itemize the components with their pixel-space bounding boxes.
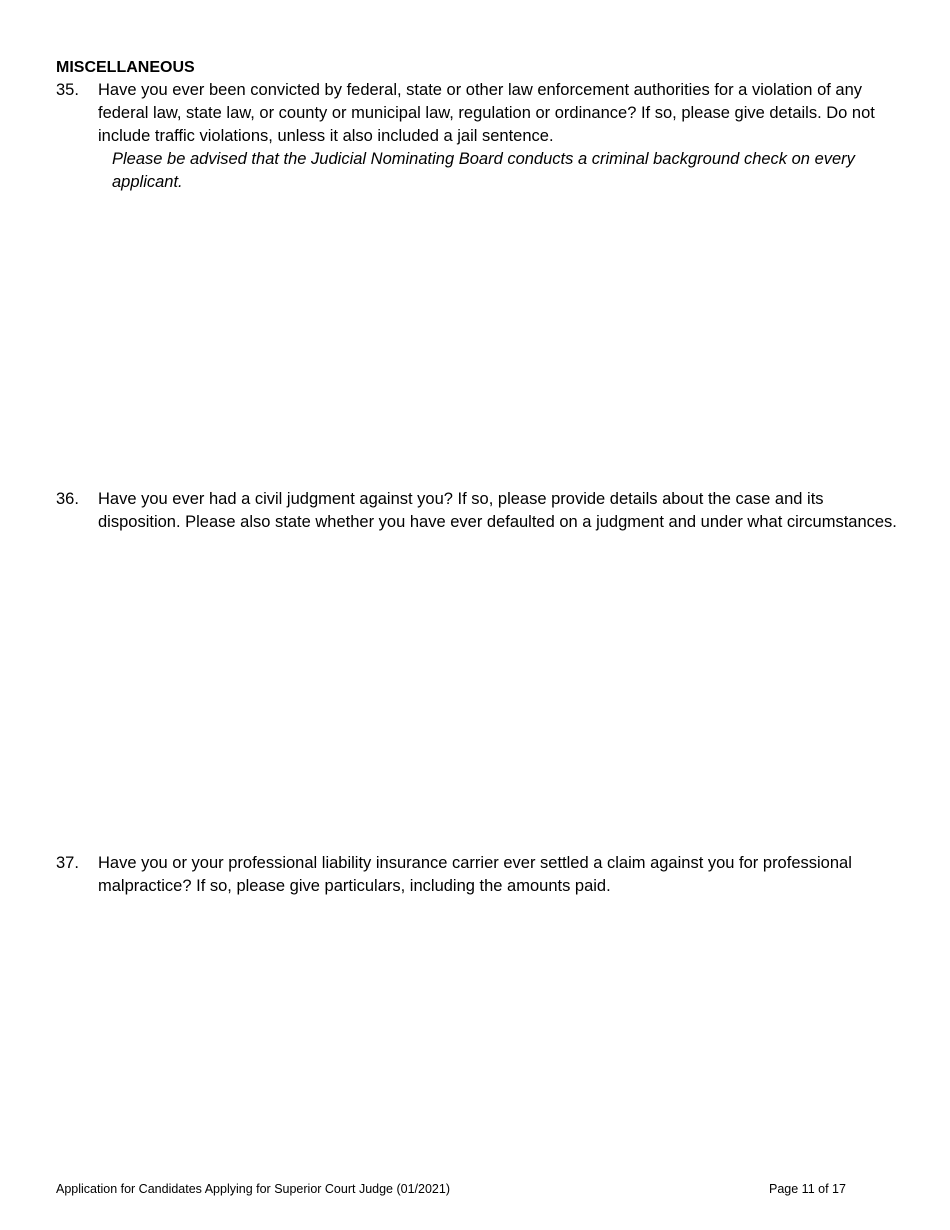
question-note: Please be advised that the Judicial Nominating Board conducts a criminal background check on every applicant. (112, 150, 855, 191)
question-number: 37. (56, 854, 79, 872)
section-heading: MISCELLANEOUS (56, 59, 195, 76)
question-36 (56, 488, 901, 534)
question-number: 35. (56, 81, 79, 99)
footer-page-number: Page 11 of 17 (769, 1182, 846, 1196)
question-text: Have you or your professional liability insurance carrier ever settled a claim against you for professional malpractice? If so, please give particulars, including the amounts paid. (98, 854, 852, 895)
question-35 (56, 79, 901, 194)
question-text: Have you ever had a civil judgment against you? If so, please provide details about the case and its disposition. Please also state whether you have ever defaulted on a judgment and under what circumstances. (98, 490, 897, 531)
footer-document-title: Application for Candidates Applying for Superior Court Judge (01/2021) (56, 1182, 450, 1196)
question-37 (56, 852, 901, 898)
question-number: 36. (56, 490, 79, 508)
question-text: Have you ever been convicted by federal, state or other law enforcement authorities for a violation of any federal law, state law, or county or municipal law, regulation or ordinance? If so, please give details. Do not include traffic violations, unless it also included a jail sentence. (98, 81, 875, 145)
